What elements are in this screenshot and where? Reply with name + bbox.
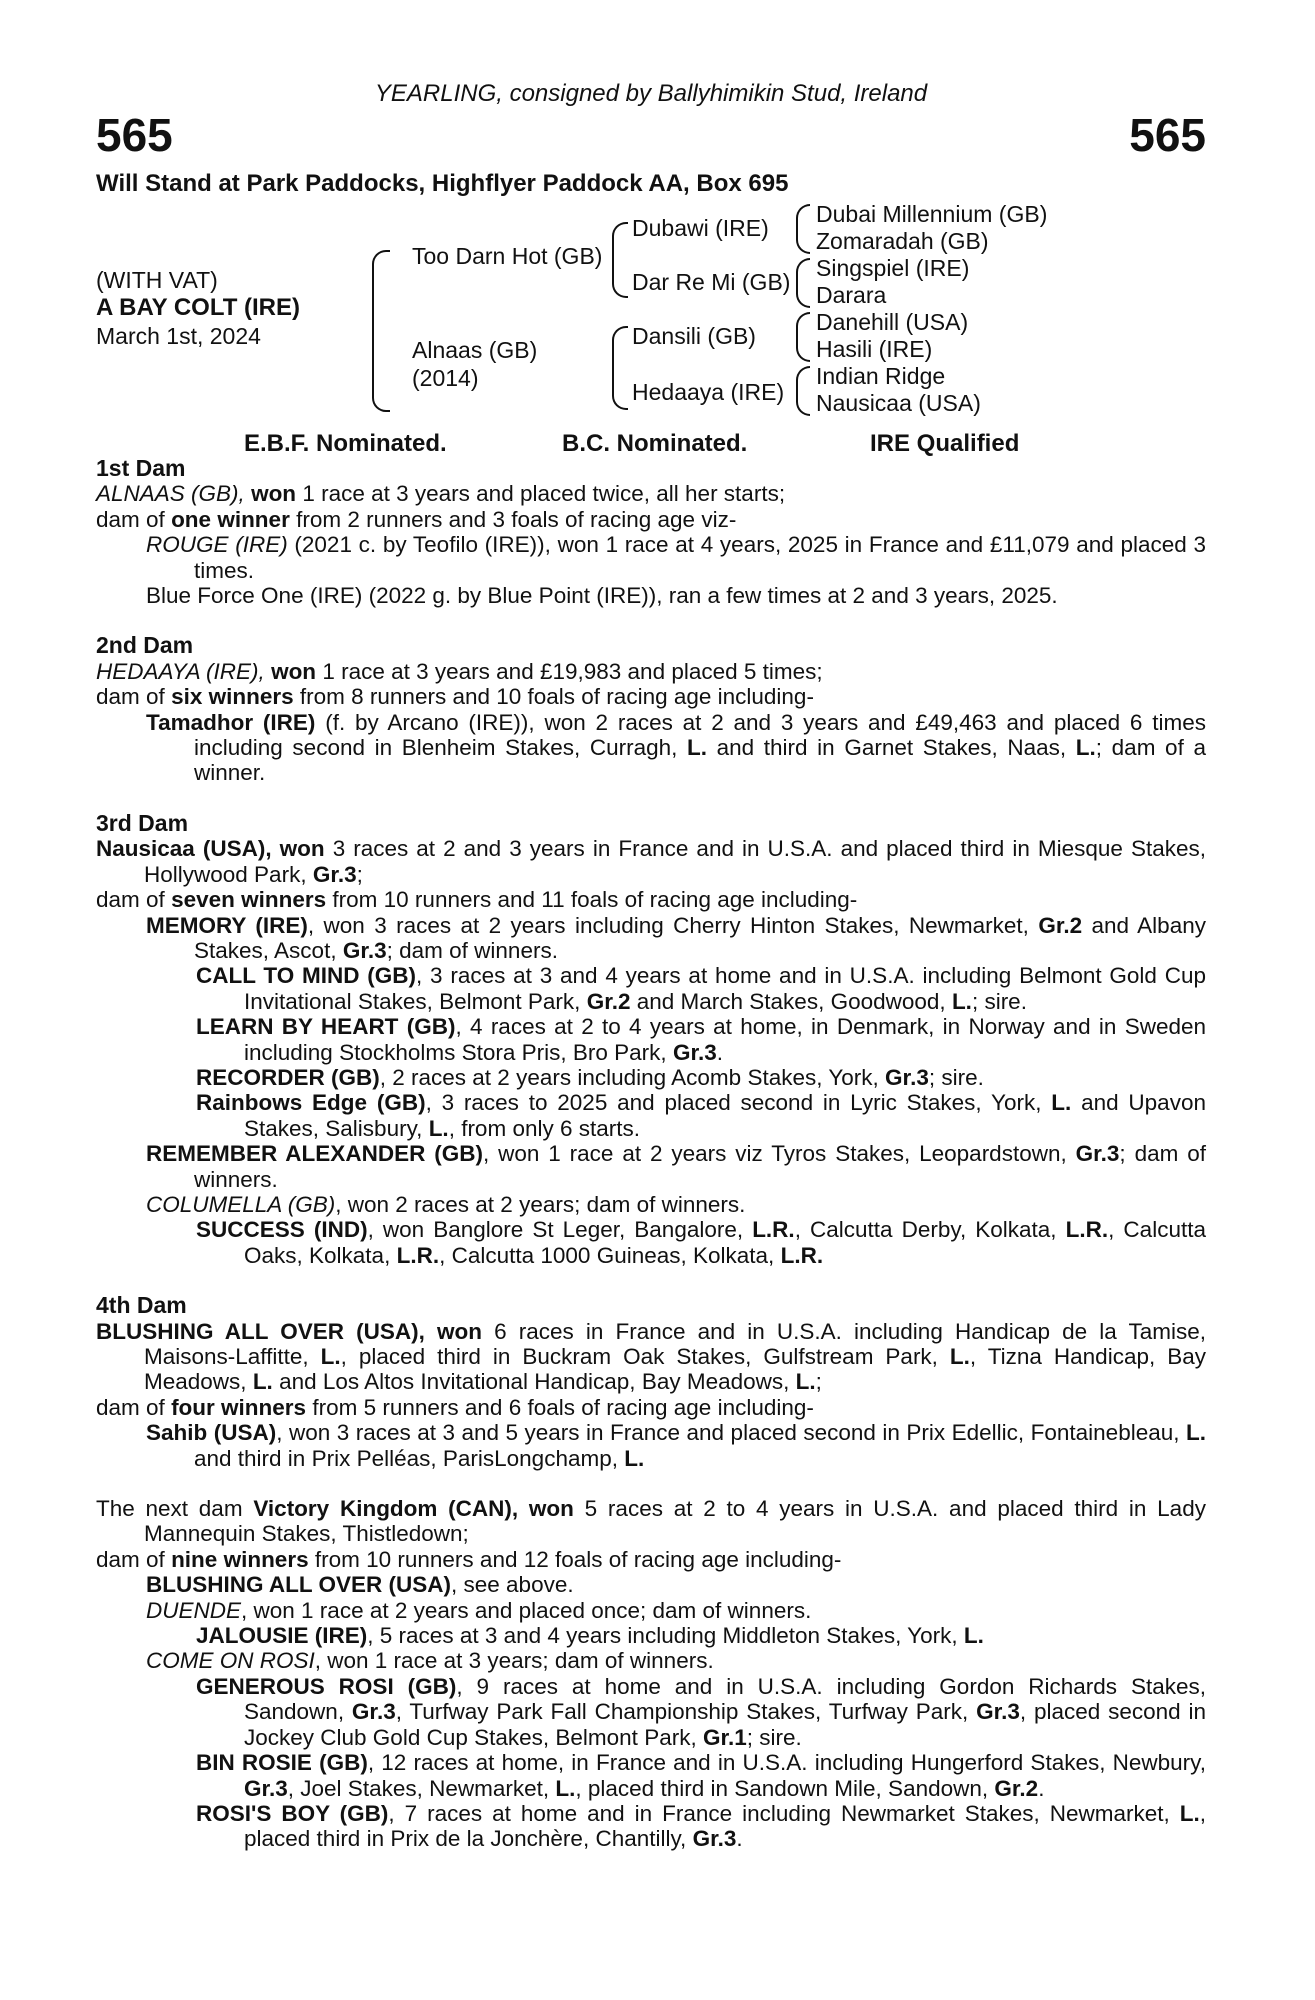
produce-entry: CALL TO MIND (GB), 3 races at 3 and 4 years at home and in U.S.A. including Belmont Gold Cup Invitational Stakes, Belmont Park, Gr.2 and March Stakes, Goodwood, L.; sire.: [196, 963, 1206, 1014]
ds-dam: Hasili (IRE): [816, 336, 933, 362]
third-dam-record: Nausicaa (USA), won 3 races at 2 and 3 years in France and in U.S.A. and placed third in Miesque Stakes, Hollywood Park, Gr.3;: [96, 836, 1206, 887]
ebf-nomination: E.B.F. Nominated.: [244, 430, 447, 457]
dam-dam: Hedaaya (IRE): [632, 379, 785, 405]
lot-number-left: 565: [96, 109, 173, 161]
dam-section: [96, 456, 1206, 1852]
sd-sire: Singspiel (IRE): [816, 255, 970, 281]
second-dam-record: HEDAAYA (IRE), won 1 race at 3 years and £19,983 and placed 5 times;: [96, 658, 823, 684]
dd-dam: Nausicaa (USA): [816, 390, 981, 416]
lot-number-right: 565: [1129, 109, 1206, 161]
produce-entry: RECORDER (GB), 2 races at 2 years including Acomb Stakes, York, Gr.3; sire.: [196, 1064, 984, 1090]
dd-sire: Indian Ridge: [816, 363, 946, 389]
dam-sire: Dansili (GB): [632, 323, 756, 349]
sire-dam: Dar Re Mi (GB): [632, 269, 791, 295]
first-dam-heading: 1st Dam: [96, 455, 186, 481]
ire-qualified: IRE Qualified: [870, 430, 1020, 457]
produce-entry: SUCCESS (IND), won Banglore St Leger, Bangalore, L.R., Calcutta Derby, Kolkata, L.R., Calcutta Oaks, Kolkata, L.R., Calcutta 1000 Guineas, Kolkata, L.R.: [196, 1217, 1206, 1268]
ss-dam: Zomaradah (GB): [816, 228, 989, 254]
produce-entry: Tamadhor (IRE) (f. by Arcano (IRE)), won 2 races at 2 and 3 years and £49,463 and placed 6 times including second in Blenheim Stakes, Curragh, L. and third in Garnet Stakes, Naas, L.; dam of a winner.: [146, 709, 1206, 786]
fourth-dam-produce: dam of four winners from 5 runners and 6 foals of racing age including-: [96, 1394, 814, 1420]
sire-sire: Dubawi (IRE): [632, 215, 769, 241]
stand-location: Will Stand at Park Paddocks, Highflyer Paddock AA, Box 695: [96, 170, 789, 197]
produce-entry: COLUMELLA (GB), won 2 races at 2 years; dam of winners.: [146, 1191, 746, 1217]
consignor-line: YEARLING, consigned by Ballyhimikin Stud, Ireland: [374, 80, 928, 107]
ss-sire: Dubai Millennium (GB): [816, 201, 1048, 227]
catalogue-page: [96, 0, 1206, 2000]
produce-entry: JALOUSIE (IRE), 5 races at 3 and 4 years including Middleton Stakes, York, L.: [196, 1623, 984, 1649]
sd-dam: Darara: [816, 282, 887, 308]
produce-entry: BLUSHING ALL OVER (USA), see above.: [146, 1572, 574, 1598]
ds-sire: Danehill (USA): [816, 309, 969, 335]
produce-entry: Rainbows Edge (GB), 3 races to 2025 and placed second in Lyric Stakes, York, L. and Upavon Stakes, Salisbury, L., from only 6 starts.: [196, 1090, 1206, 1141]
horse-name: A BAY COLT (IRE): [96, 294, 301, 321]
produce-entry: MEMORY (IRE), won 3 races at 2 years including Cherry Hinton Stakes, Newmarket, Gr.2 and Albany Stakes, Ascot, Gr.3; dam of winners.: [146, 912, 1206, 963]
produce-entry: ROSI'S BOY (GB), 7 races at home and in France including Newmarket Stakes, Newmarket, L., placed third in Prix de la Jonchère, Chantilly, Gr.3.: [196, 1800, 1206, 1852]
horse-dob: March 1st, 2024: [96, 323, 261, 349]
produce-entry: DUENDE, won 1 race at 2 years and placed once; dam of winners.: [146, 1597, 812, 1623]
fourth-dam-heading: 4th Dam: [96, 1292, 187, 1319]
produce-entry: LEARN BY HEART (GB), 4 races at 2 to 4 years at home, in Denmark, in Norway and in Sweden including Stockholms Stora Pris, Bro Park, Gr.3.: [196, 1014, 1206, 1065]
bracket-ds: [796, 312, 810, 362]
next-dam-produce: dam of nine winners from 10 runners and 12 foals of racing age including-: [96, 1546, 842, 1572]
second-dam-produce: dam of six winners from 8 runners and 10 foals of racing age including-: [96, 684, 814, 710]
bracket-ss: [796, 204, 810, 254]
produce-entry: BIN ROSIE (GB), 12 races at home, in France and in U.S.A. including Hungerford Stakes, Newbury, Gr.3, Joel Stakes, Newmarket, L., placed third in Sandown Mile, Sandown, Gr.2.: [196, 1750, 1206, 1801]
produce-entry: REMEMBER ALEXANDER (GB), won 1 race at 2 years viz Tyros Stakes, Leopardstown, Gr.3; dam of winners.: [146, 1141, 1206, 1192]
produce-entry: ROUGE (IRE) (2021 c. by Teofilo (IRE)), won 1 race at 4 years, 2025 in France and £11,079 and placed 3 times.: [146, 532, 1206, 583]
vat-note: (WITH VAT): [96, 267, 218, 293]
first-dam-record: ALNAAS (GB), won 1 race at 3 years and placed twice, all her starts;: [96, 481, 786, 507]
third-dam-heading: 3rd Dam: [96, 809, 189, 836]
produce-entry: Blue Force One (IRE) (2022 g. by Blue Point (IRE)), ran a few times at 2 and 3 years, 2025.: [146, 583, 1058, 609]
bracket-main: [372, 250, 390, 412]
fourth-dam-record: BLUSHING ALL OVER (USA), won 6 races in France and in U.S.A. including Handicap de la Tamise, Maisons-Laffitte, L., placed third in Buckram Oak Stakes, Gulfstream Park, L., Tizna Handicap, Bay Meadows, L. and Los Altos Invitational Handicap, Bay Meadows, L.;: [96, 1318, 1206, 1395]
first-dam-produce: dam of one winner from 2 runners and 3 foals of racing age viz-: [96, 506, 737, 532]
third-dam-produce: dam of seven winners from 10 runners and 11 foals of racing age including-: [96, 887, 858, 913]
dam-year: (2014): [412, 365, 479, 391]
bracket-dd: [796, 366, 810, 416]
dam-name: Alnaas (GB): [412, 337, 538, 363]
next-dam-record: The next dam Victory Kingdom (CAN), won 5 races at 2 to 4 years in U.S.A. and placed third in Lady Mannequin Stakes, Thistledown;: [96, 1496, 1206, 1547]
sire-name: Too Darn Hot (GB): [412, 243, 603, 269]
second-dam-heading: 2nd Dam: [96, 632, 194, 659]
bracket-sd: [796, 258, 810, 308]
bc-nomination: B.C. Nominated.: [562, 430, 748, 457]
produce-entry: GENEROUS ROSI (GB), 9 races at home and in U.S.A. including Gordon Richards Stakes, Sandown, Gr.3, Turfway Park Fall Championship Stakes, Turfway Park, Gr.3, placed second in Jockey Club Gold Cup Stakes, Belmont Park, Gr.1; sire.: [196, 1673, 1207, 1750]
produce-entry: COME ON ROSI, won 1 race at 3 years; dam of winners.: [146, 1648, 714, 1674]
produce-entry: Sahib (USA), won 3 races at 3 and 5 years in France and placed second in Prix Edellic, Fontainebleau, L. and third in Prix Pelléas, ParisLongchamp, L.: [146, 1420, 1206, 1471]
bracket-sire: [612, 222, 628, 298]
bracket-dam: [612, 326, 628, 410]
